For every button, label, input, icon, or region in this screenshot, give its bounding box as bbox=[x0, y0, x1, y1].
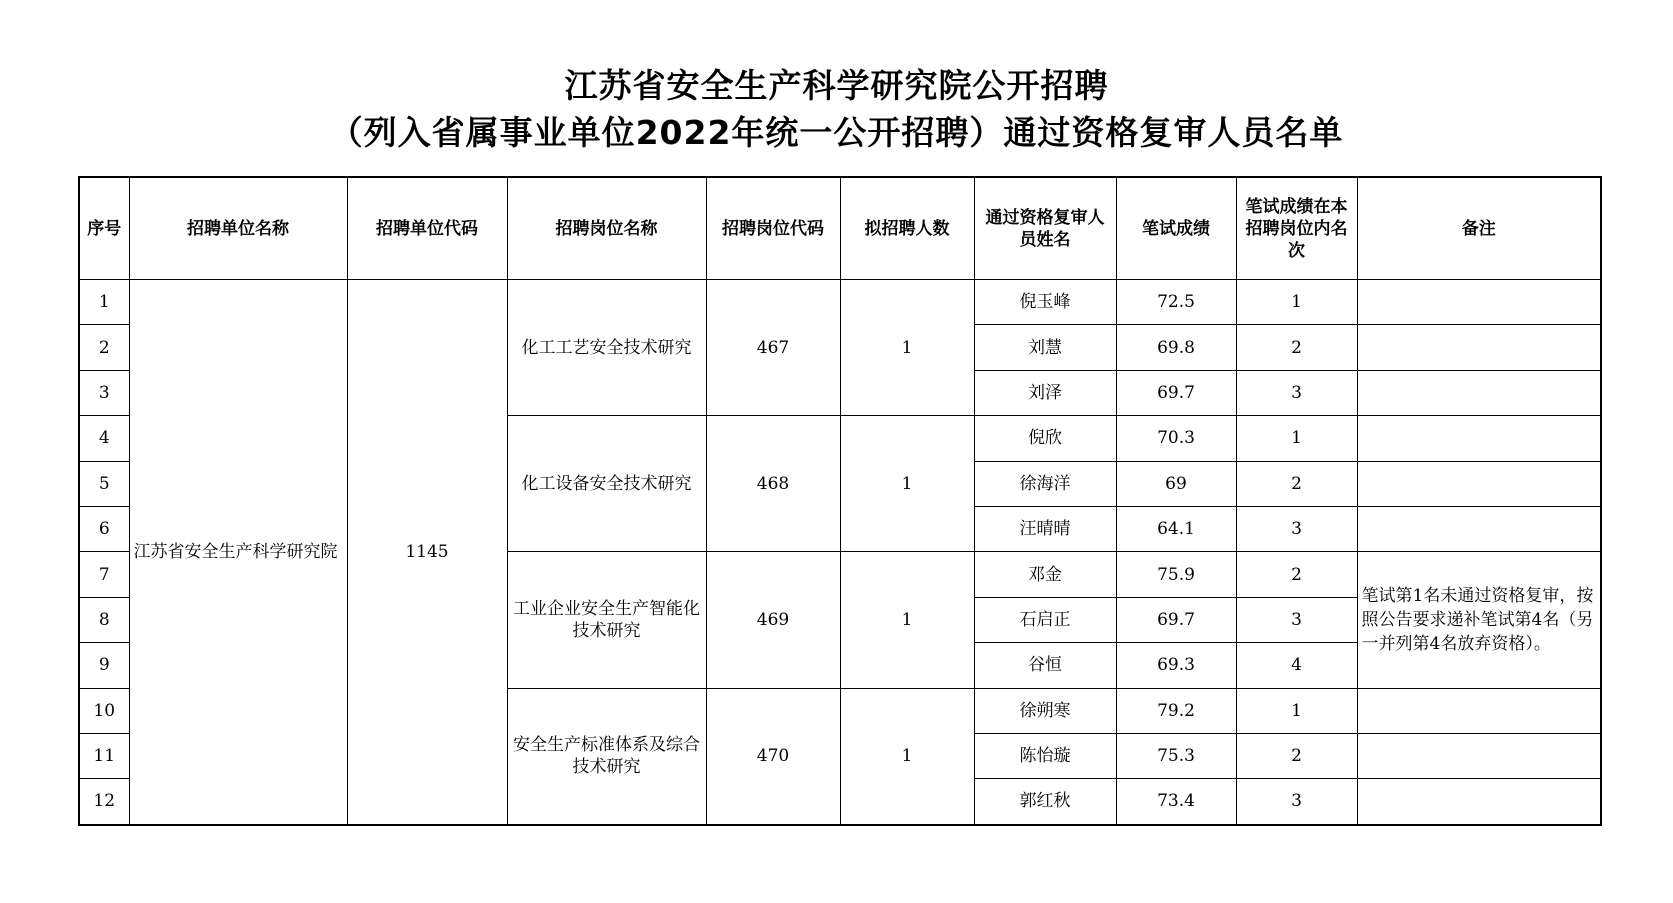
cell-rank: 3 bbox=[1236, 779, 1357, 825]
cell-plan-count: 1 bbox=[840, 416, 974, 552]
cell-score: 69.7 bbox=[1116, 370, 1236, 415]
cell-remark bbox=[1357, 733, 1601, 778]
cell-person-name: 谷恒 bbox=[974, 643, 1116, 688]
cell-seq: 9 bbox=[79, 643, 129, 688]
cell-seq: 10 bbox=[79, 688, 129, 733]
cell-score: 75.9 bbox=[1116, 552, 1236, 597]
cell-score: 69.3 bbox=[1116, 643, 1236, 688]
header-score: 笔试成绩 bbox=[1116, 177, 1236, 280]
header-post-code: 招聘岗位代码 bbox=[706, 177, 840, 280]
cell-rank: 2 bbox=[1236, 325, 1357, 370]
cell-score: 69.8 bbox=[1116, 325, 1236, 370]
cell-person-name: 倪欣 bbox=[974, 416, 1116, 461]
cell-person-name: 徐海洋 bbox=[974, 461, 1116, 506]
cell-person-name: 郭红秋 bbox=[974, 779, 1116, 825]
cell-score: 69.7 bbox=[1116, 597, 1236, 642]
cell-score: 70.3 bbox=[1116, 416, 1236, 461]
cell-person-name: 石启正 bbox=[974, 597, 1116, 642]
cell-remark bbox=[1357, 688, 1601, 733]
cell-seq: 11 bbox=[79, 733, 129, 778]
cell-score: 73.4 bbox=[1116, 779, 1236, 825]
cell-person-name: 汪晴晴 bbox=[974, 506, 1116, 551]
cell-rank: 1 bbox=[1236, 416, 1357, 461]
cell-seq: 6 bbox=[79, 506, 129, 551]
cell-seq: 5 bbox=[79, 461, 129, 506]
cell-post-code: 470 bbox=[706, 688, 840, 825]
cell-remark bbox=[1357, 416, 1601, 461]
cell-unit-code: 1145 bbox=[347, 280, 507, 825]
cell-person-name: 刘泽 bbox=[974, 370, 1116, 415]
header-person-name: 通过资格复审人员姓名 bbox=[974, 177, 1116, 280]
header-rank: 笔试成绩在本招聘岗位内名次 bbox=[1236, 177, 1357, 280]
cell-score: 69 bbox=[1116, 461, 1236, 506]
header-remark: 备注 bbox=[1357, 177, 1601, 280]
cell-seq: 2 bbox=[79, 325, 129, 370]
cell-remark bbox=[1357, 370, 1601, 415]
cell-seq: 4 bbox=[79, 416, 129, 461]
cell-post-name: 化工工艺安全技术研究 bbox=[507, 280, 706, 416]
cell-seq: 8 bbox=[79, 597, 129, 642]
header-post-name: 招聘岗位名称 bbox=[507, 177, 706, 280]
cell-rank: 2 bbox=[1236, 552, 1357, 597]
cell-rank: 2 bbox=[1236, 733, 1357, 778]
cell-rank: 1 bbox=[1236, 688, 1357, 733]
cell-remark bbox=[1357, 325, 1601, 370]
cell-plan-count: 1 bbox=[840, 552, 974, 688]
page-title-line-2: （列入省属事业单位2022年统一公开招聘）通过资格复审人员名单 bbox=[329, 113, 1344, 152]
cell-remark bbox=[1357, 461, 1601, 506]
cell-score: 72.5 bbox=[1116, 280, 1236, 325]
cell-person-name: 陈怡璇 bbox=[974, 733, 1116, 778]
cell-score: 79.2 bbox=[1116, 688, 1236, 733]
cell-person-name: 刘慧 bbox=[974, 325, 1116, 370]
table-row bbox=[79, 280, 1601, 325]
cell-person-name: 徐朔寒 bbox=[974, 688, 1116, 733]
header-unit-code: 招聘单位代码 bbox=[347, 177, 507, 280]
cell-remark bbox=[1357, 779, 1601, 825]
cell-unit-name: 江苏省安全生产科学研究院 bbox=[129, 280, 347, 825]
cell-post-code: 467 bbox=[706, 280, 840, 416]
table-header-row bbox=[79, 177, 1601, 280]
cell-seq: 12 bbox=[79, 779, 129, 825]
cell-post-code: 469 bbox=[706, 552, 840, 688]
cell-rank: 2 bbox=[1236, 461, 1357, 506]
cell-post-name: 安全生产标准体系及综合技术研究 bbox=[507, 688, 706, 825]
header-unit-name: 招聘单位名称 bbox=[129, 177, 347, 280]
cell-post-code: 468 bbox=[706, 416, 840, 552]
cell-score: 75.3 bbox=[1116, 733, 1236, 778]
cell-rank: 1 bbox=[1236, 280, 1357, 325]
cell-seq: 1 bbox=[79, 280, 129, 325]
cell-plan-count: 1 bbox=[840, 688, 974, 825]
candidate-table bbox=[78, 176, 1602, 826]
cell-rank: 3 bbox=[1236, 506, 1357, 551]
cell-rank: 3 bbox=[1236, 370, 1357, 415]
cell-rank: 4 bbox=[1236, 643, 1357, 688]
cell-person-name: 倪玉峰 bbox=[974, 280, 1116, 325]
cell-remark-469: 笔试第1名未通过资格复审，按照公告要求递补笔试第4名（另一并列第4名放弃资格）。 bbox=[1357, 552, 1601, 688]
cell-post-name: 化工设备安全技术研究 bbox=[507, 416, 706, 552]
cell-seq: 3 bbox=[79, 370, 129, 415]
cell-post-name: 工业企业安全生产智能化技术研究 bbox=[507, 552, 706, 688]
cell-score: 64.1 bbox=[1116, 506, 1236, 551]
header-plan-count: 拟招聘人数 bbox=[840, 177, 974, 280]
cell-seq: 7 bbox=[79, 552, 129, 597]
cell-rank: 3 bbox=[1236, 597, 1357, 642]
cell-remark bbox=[1357, 280, 1601, 325]
cell-plan-count: 1 bbox=[840, 280, 974, 416]
cell-remark bbox=[1357, 506, 1601, 551]
header-seq: 序号 bbox=[79, 177, 129, 280]
page-title-line-1: 江苏省安全生产科学研究院公开招聘 bbox=[564, 66, 1109, 105]
cell-person-name: 邓金 bbox=[974, 552, 1116, 597]
